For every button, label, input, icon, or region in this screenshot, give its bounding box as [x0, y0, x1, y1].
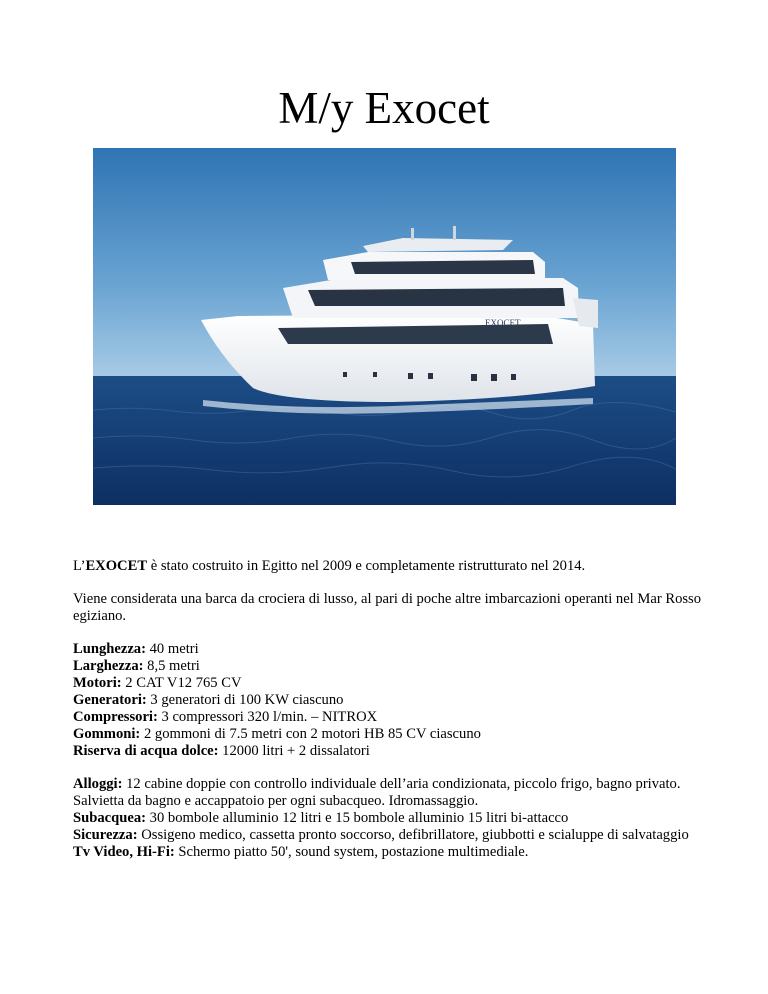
spec-item: Gommoni: 2 gommoni di 7.5 metri con 2 motori HB 85 CV ciascuno — [73, 726, 481, 742]
boat-name-bold: EXOCET — [85, 558, 148, 574]
yacht-photo — [93, 148, 676, 505]
boat-name: EXOCET — [485, 318, 521, 328]
document-body — [73, 558, 703, 877]
spec-item: Riserva di acqua dolce: 12000 litri + 2 dissalatori — [73, 743, 370, 759]
spec-item: Lunghezza: 40 metri — [73, 641, 199, 657]
specs-list — [73, 641, 703, 760]
spec-item: Compressori: 3 compressori 320 l/min. – NITROX — [73, 709, 378, 725]
spec-item: Generatori: 3 generatori di 100 KW ciascuno — [73, 692, 344, 708]
page-title: M/y Exocet — [278, 83, 490, 133]
amenities-list — [73, 776, 703, 861]
intro-paragraph: L’EXOCET è stato costruito in Egitto nel 2009 e completamente ristrutturato nel 2014. — [73, 558, 586, 574]
spec-item: Motori: 2 CAT V12 765 CV — [73, 675, 242, 691]
description-paragraph: Viene considerata una barca da crociera di lusso, al pari di poche altre imbarcazioni operanti nel Mar Rosso egiziano. — [73, 591, 702, 624]
amenity-item: Tv Video, Hi-Fi: Schermo piatto 50', sound system, postazione multimediale. — [73, 844, 529, 860]
amenity-item: Sicurezza: Ossigeno medico, cassetta pronto soccorso, defibrillatore, giubbotti e scialuppe di salvataggio — [73, 827, 689, 843]
amenity-item: Alloggi: 12 cabine doppie con controllo individuale dell’aria condizionata, piccolo frigo, bagno privato. Salvietta da bagno e accappatoio per ogni subacqueo. Idromassaggio. — [73, 776, 681, 809]
amenity-item: Subacquea: 30 bombole alluminio 12 litri e 15 bombole alluminio 15 litri bi-attacco — [73, 810, 569, 826]
spec-item: Larghezza: 8,5 metri — [73, 658, 200, 674]
